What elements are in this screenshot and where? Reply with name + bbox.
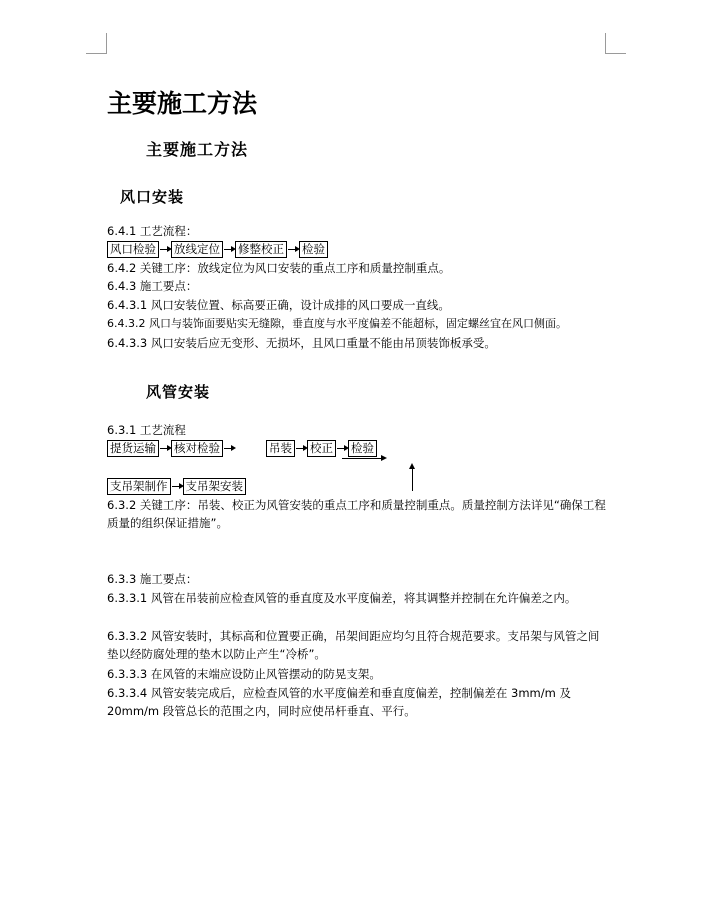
flow-arrow: [337, 448, 347, 449]
duct-paragraph: 6.3.3.3 在风管的末端应设防止风管摆动的防晃支架。: [107, 667, 381, 681]
air-outlet-paragraph: 6.4.3 施工要点：: [107, 279, 198, 293]
flow-step-box: 放线定位: [171, 241, 223, 258]
section-heading-air-outlet: 风口安装: [120, 188, 185, 206]
flow-arrow: [160, 448, 170, 449]
flow-step-box: 吊装: [266, 440, 295, 457]
flow-arrow: [296, 448, 306, 449]
page-corner-mark-right: [605, 33, 626, 54]
duct-flowchart-row-2: [107, 477, 246, 495]
air-outlet-flowchart: [107, 240, 328, 258]
flow-step-box: 修整校正: [235, 241, 287, 258]
page-subtitle: 主要施工方法: [146, 140, 249, 159]
air-outlet-paragraph: 6.4.3.2 风口与装饰面要贴实无缝隙，垂直度与水平度偏差不能超标，固定螺丝宜在风口侧面。: [107, 317, 567, 330]
flow-up-arrow: [412, 466, 413, 491]
duct-flowchart-row-1b: [266, 439, 377, 457]
flow-arrow: [224, 448, 234, 449]
section-heading-duct: 风管安装: [146, 383, 211, 401]
duct-flowchart-row-1: [107, 439, 235, 457]
flow-arrow: [224, 249, 234, 250]
flow-arrow: [288, 249, 298, 250]
air-outlet-paragraph: 6.4.2 关键工序：放线定位为风口安装的重点工序和质量控制重点。: [107, 261, 451, 275]
flow-step-box: 检验: [299, 241, 328, 258]
flow-step-box: 检验: [348, 440, 377, 457]
air-outlet-paragraph: 6.4.3.3 风口安装后应无变形、无损坏，且风口重量不能由吊顶装饰板承受。: [107, 336, 496, 350]
flow-step-box: 风口检验: [107, 241, 159, 258]
flow-step-box: 核对检验: [171, 440, 223, 457]
flow-step-box: 支吊架安装: [183, 478, 247, 495]
flow-step-box: 支吊架制作: [107, 478, 171, 495]
page-corner-mark-left: [86, 33, 107, 54]
air-outlet-paragraph: 6.4.3.1 风口安装位置、标高要正确，设计成排的风口要成一直线。: [107, 298, 450, 312]
flow-arrow: [160, 249, 170, 250]
page-title: 主要施工方法: [107, 89, 258, 118]
air-outlet-flow-label: 6.4.1 工艺流程：: [107, 224, 198, 238]
duct-flow-label: 6.3.1 工艺流程: [107, 423, 186, 437]
duct-paragraph: 6.3.3.4 风管安装完成后，应检查风管的水平度偏差和垂直度偏差，控制偏差在 3mm/m 及 20mm/m 段管总长的范围之内，同时应使吊杆垂直、平行。: [107, 686, 571, 718]
flow-arrow: [172, 486, 182, 487]
flow-step-box: 校正: [307, 440, 336, 457]
duct-paragraph: 6.3.3 施工要点：: [107, 572, 198, 586]
flow-step-box: 提货运输: [107, 440, 159, 457]
flow-arrow: [342, 458, 385, 459]
duct-paragraph: 6.3.2 关键工序：吊装、校正为风管安装的重点工序和质量控制重点。质量控制方法详见“确保工程质量的组织保证措施”。: [107, 498, 606, 530]
duct-paragraph: 6.3.3.2 风管安装时，其标高和位置要正确，吊架间距应均匀且符合规范要求。支吊架与风管之间垫以经防腐处理的垫木以防止产生“冷桥”。: [107, 629, 600, 661]
duct-paragraph: 6.3.3.1 风管在吊装前应检查风管的垂直度及水平度偏差，将其调整并控制在允许偏差之内。: [107, 591, 577, 605]
